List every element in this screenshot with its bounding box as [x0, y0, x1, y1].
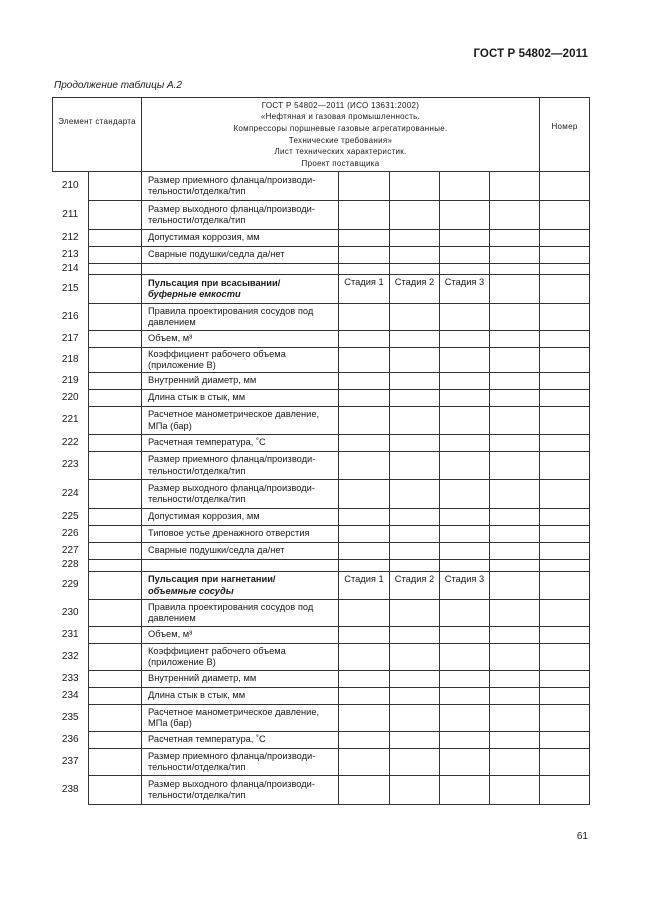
element-cell — [89, 407, 142, 435]
value-cell — [540, 172, 590, 201]
row-number: 237 — [61, 755, 79, 767]
stage-header: Стадия 1 — [339, 275, 390, 304]
value-cell — [440, 452, 490, 480]
element-cell — [89, 644, 142, 671]
value-cell — [490, 304, 540, 331]
value-cell — [390, 671, 440, 688]
element-cell — [89, 172, 142, 201]
stage-header: Стадия 3 — [440, 275, 490, 304]
value-cell — [440, 509, 490, 526]
row-number: 210 — [61, 180, 79, 191]
title-line: Лист технических характеристик. — [274, 147, 407, 157]
row-number: 215 — [61, 282, 79, 294]
row-description: Размер приемного фланца/производи-тельности/отделка/тип — [142, 749, 339, 776]
row-description — [142, 572, 339, 600]
element-cell — [89, 331, 142, 348]
row-number: 214 — [61, 262, 79, 274]
element-cell — [89, 480, 142, 509]
table-row — [53, 373, 590, 390]
row-number: 230 — [61, 606, 79, 618]
title-line: «Нефтяная и газовая промышленность. — [260, 112, 421, 122]
value-cell — [339, 390, 390, 407]
value-cell — [540, 671, 590, 688]
section-subtitle: буферные емкости — [148, 289, 241, 299]
value-cell — [440, 671, 490, 688]
value-cell — [440, 644, 490, 671]
table-row — [53, 509, 590, 526]
title-line: ГОСТ Р 54802—2011 (ИСО 13631:2002) — [261, 100, 420, 110]
value-cell — [390, 543, 440, 560]
value-cell — [540, 732, 590, 749]
row-description: Объем, м³ — [142, 627, 339, 644]
value-cell — [540, 435, 590, 452]
value-cell — [540, 452, 590, 480]
table-row — [53, 600, 590, 627]
value-cell — [540, 776, 590, 805]
value-cell — [440, 526, 490, 543]
value-cell — [339, 264, 390, 275]
value-cell — [540, 543, 590, 560]
row-description: Длина стык в стык, мм — [142, 390, 339, 407]
row-number: 223 — [61, 459, 79, 471]
stage-header: Стадия 3 — [440, 572, 490, 600]
row-description — [142, 275, 339, 304]
row-description: Сварные подушки/седла да/нет — [142, 247, 339, 264]
value-cell — [540, 480, 590, 509]
value-cell — [339, 331, 390, 348]
value-cell — [490, 275, 540, 304]
table-body — [53, 98, 590, 805]
value-cell — [339, 644, 390, 671]
value-cell — [440, 688, 490, 705]
row-description: Сварные подушки/седла да/нет — [142, 543, 339, 560]
value-cell — [540, 373, 590, 390]
table-row — [53, 688, 590, 705]
value-cell — [390, 732, 440, 749]
value-cell — [490, 732, 540, 749]
value-cell — [339, 304, 390, 331]
row-description: Правила проектирования сосудов под давлением — [142, 600, 339, 627]
value-cell — [339, 509, 390, 526]
table-title-header — [142, 98, 540, 172]
row-number: 228 — [61, 559, 79, 571]
value-cell — [540, 264, 590, 275]
element-cell — [89, 348, 142, 373]
value-cell — [390, 373, 440, 390]
value-cell — [490, 331, 540, 348]
row-number: 224 — [61, 487, 79, 499]
value-cell — [440, 172, 490, 201]
row-number: 226 — [61, 527, 79, 539]
table-row — [53, 348, 590, 373]
number-header-label: Номер — [551, 122, 578, 131]
value-cell — [390, 304, 440, 331]
value-cell — [490, 644, 540, 671]
value-cell — [440, 480, 490, 509]
value-cell — [339, 560, 390, 572]
title-line: Проект поставщика — [301, 158, 380, 168]
value-cell — [339, 705, 390, 732]
value-cell — [490, 452, 540, 480]
value-cell — [390, 230, 440, 247]
element-cell — [89, 776, 142, 805]
value-cell — [339, 671, 390, 688]
value-cell — [540, 572, 590, 600]
specification-table — [52, 97, 590, 805]
table-row — [53, 304, 590, 331]
table-row — [53, 275, 590, 304]
value-cell — [390, 264, 440, 275]
table-row — [53, 776, 590, 805]
value-cell — [490, 688, 540, 705]
value-cell — [540, 705, 590, 732]
table-row — [53, 407, 590, 435]
value-cell — [440, 247, 490, 264]
table-row — [53, 452, 590, 480]
value-cell — [390, 560, 440, 572]
table-row — [53, 749, 590, 776]
value-cell — [440, 732, 490, 749]
section-title: Пульсация при нагнетании/ — [148, 574, 276, 585]
value-cell — [339, 627, 390, 644]
table-row — [53, 230, 590, 247]
element-cell — [89, 373, 142, 390]
value-cell — [440, 705, 490, 732]
row-description: Правила проектирования сосудов под давлением — [142, 304, 339, 331]
element-cell — [89, 230, 142, 247]
value-cell — [339, 480, 390, 509]
element-cell — [89, 560, 142, 572]
row-description: Длина стык в стык, мм — [142, 688, 339, 705]
table-row — [53, 572, 590, 600]
value-cell — [339, 247, 390, 264]
value-cell — [490, 435, 540, 452]
row-number: 212 — [61, 231, 79, 243]
value-cell — [339, 749, 390, 776]
document-code: ГОСТ Р 54802—2011 — [473, 48, 588, 60]
table-row — [53, 201, 590, 230]
value-cell — [440, 600, 490, 627]
value-cell — [490, 572, 540, 600]
table-row — [53, 705, 590, 732]
table-row — [53, 331, 590, 348]
value-cell — [339, 526, 390, 543]
value-cell — [339, 407, 390, 435]
value-cell — [390, 526, 440, 543]
element-cell — [89, 671, 142, 688]
value-cell — [390, 201, 440, 230]
value-cell — [490, 543, 540, 560]
value-cell — [490, 560, 540, 572]
element-cell — [89, 247, 142, 264]
value-cell — [390, 172, 440, 201]
value-cell — [490, 705, 540, 732]
table-row — [53, 390, 590, 407]
element-cell — [89, 600, 142, 627]
value-cell — [440, 435, 490, 452]
value-cell — [440, 304, 490, 331]
row-description: Размер выходного фланца/производи-тельности/отделка/тип — [142, 201, 339, 230]
table-row — [53, 435, 590, 452]
element-cell — [89, 543, 142, 560]
row-number: 221 — [61, 414, 79, 426]
value-cell — [490, 480, 540, 509]
value-cell — [490, 526, 540, 543]
value-cell — [440, 331, 490, 348]
element-cell — [89, 264, 142, 275]
value-cell — [490, 776, 540, 805]
value-cell — [390, 776, 440, 805]
element-cell — [89, 627, 142, 644]
row-description — [142, 560, 339, 572]
title-line: Компрессоры поршневые газовые агрегатированные. — [233, 123, 448, 133]
value-cell — [339, 348, 390, 373]
row-number: 235 — [61, 711, 79, 723]
value-cell — [490, 407, 540, 435]
value-cell — [490, 509, 540, 526]
value-cell — [339, 776, 390, 805]
value-cell — [339, 543, 390, 560]
row-description: Допустимая коррозия, мм — [142, 509, 339, 526]
row-description: Размер выходного фланца/производи-тельности/отделка/тип — [142, 776, 339, 805]
table-row — [53, 732, 590, 749]
value-cell — [540, 526, 590, 543]
value-cell — [490, 230, 540, 247]
value-cell — [540, 275, 590, 304]
value-cell — [339, 435, 390, 452]
value-cell — [440, 776, 490, 805]
value-cell — [440, 407, 490, 435]
value-cell — [440, 264, 490, 275]
element-cell — [89, 275, 142, 304]
table-row — [53, 264, 590, 275]
value-cell — [490, 749, 540, 776]
value-cell — [440, 201, 490, 230]
value-cell — [490, 600, 540, 627]
row-number: 234 — [61, 689, 79, 701]
row-number: 220 — [61, 391, 79, 403]
value-cell — [390, 247, 440, 264]
table-continuation-caption: Продолжение таблицы А.2 — [54, 80, 182, 91]
value-cell — [390, 407, 440, 435]
element-cell — [89, 688, 142, 705]
value-cell — [440, 560, 490, 572]
value-cell — [490, 671, 540, 688]
row-description: Расчетное манометрическое давление, МПа (бар) — [142, 705, 339, 732]
value-cell — [490, 247, 540, 264]
value-cell — [390, 644, 440, 671]
value-cell — [339, 373, 390, 390]
element-header — [53, 98, 142, 172]
row-number: 238 — [61, 783, 79, 795]
element-cell — [89, 509, 142, 526]
row-number: 211 — [62, 208, 79, 220]
value-cell — [490, 172, 540, 201]
value-cell — [540, 331, 590, 348]
value-cell — [390, 390, 440, 407]
element-cell — [89, 749, 142, 776]
title-line: Технические требования» — [288, 135, 393, 145]
value-cell — [390, 600, 440, 627]
table-row — [53, 644, 590, 671]
value-cell — [540, 749, 590, 776]
number-header — [540, 98, 590, 172]
value-cell — [390, 435, 440, 452]
value-cell — [490, 348, 540, 373]
row-description: Коэффициент рабочего объема (приложение В) — [142, 348, 339, 373]
value-cell — [490, 627, 540, 644]
row-number: 227 — [61, 544, 79, 556]
table-row — [53, 526, 590, 543]
value-cell — [490, 373, 540, 390]
row-description — [142, 264, 339, 275]
value-cell — [390, 331, 440, 348]
value-cell — [440, 373, 490, 390]
element-cell — [89, 526, 142, 543]
element-header-label: Элемент стандарта — [58, 117, 136, 126]
table-row — [53, 172, 590, 201]
table-row — [53, 543, 590, 560]
value-cell — [390, 480, 440, 509]
row-number: 213 — [61, 248, 79, 260]
row-description: Расчетное манометрическое давление, МПа (бар) — [142, 407, 339, 435]
row-description: Внутренний диаметр, мм — [142, 671, 339, 688]
row-number: 218 — [61, 353, 79, 365]
value-cell — [540, 509, 590, 526]
table-row — [53, 627, 590, 644]
table-header-row — [53, 98, 590, 172]
value-cell — [440, 543, 490, 560]
value-cell — [390, 705, 440, 732]
section-title: Пульсация при всасывании/ — [148, 277, 281, 288]
row-number: 232 — [61, 650, 79, 662]
element-cell — [89, 452, 142, 480]
row-number: 216 — [61, 310, 79, 322]
element-cell — [89, 572, 142, 600]
value-cell — [540, 407, 590, 435]
row-number: 222 — [61, 436, 79, 448]
value-cell — [390, 348, 440, 373]
value-cell — [540, 201, 590, 230]
table-row — [53, 247, 590, 264]
row-number: 219 — [61, 374, 79, 386]
table-row — [53, 560, 590, 572]
value-cell — [440, 390, 490, 407]
value-cell — [540, 230, 590, 247]
row-number: 236 — [61, 733, 79, 745]
value-cell — [339, 172, 390, 201]
element-cell — [89, 304, 142, 331]
value-cell — [390, 509, 440, 526]
page-number: 61 — [576, 831, 588, 842]
table-row — [53, 671, 590, 688]
value-cell — [339, 230, 390, 247]
stage-header: Стадия 2 — [390, 275, 440, 304]
value-cell — [540, 644, 590, 671]
value-cell — [540, 688, 590, 705]
row-description: Размер приемного фланца/производи-тельности/отделка/тип — [142, 172, 339, 201]
stage-header: Стадия 2 — [390, 572, 440, 600]
row-description: Размер выходного фланца/производи-тельности/отделка/тип — [142, 480, 339, 509]
row-number: 225 — [61, 510, 79, 522]
value-cell — [390, 688, 440, 705]
element-cell — [89, 435, 142, 452]
row-description: Размер приемного фланца/производи-тельности/отделка/тип — [142, 452, 339, 480]
value-cell — [540, 560, 590, 572]
section-subtitle: объемные сосуды — [148, 585, 234, 596]
row-description: Внутренний диаметр, мм — [142, 373, 339, 390]
value-cell — [339, 688, 390, 705]
value-cell — [390, 749, 440, 776]
element-cell — [89, 732, 142, 749]
value-cell — [339, 732, 390, 749]
value-cell — [390, 627, 440, 644]
row-description: Допустимая коррозия, мм — [142, 230, 339, 247]
row-description: Расчетная температура, ˚С — [142, 435, 339, 452]
row-description: Типовое устье дренажного отверстия — [142, 526, 339, 543]
value-cell — [440, 627, 490, 644]
value-cell — [440, 348, 490, 373]
element-cell — [89, 201, 142, 230]
value-cell — [540, 348, 590, 373]
value-cell — [339, 600, 390, 627]
value-cell — [540, 390, 590, 407]
row-number: 233 — [61, 672, 79, 684]
row-number: 217 — [61, 332, 79, 344]
row-description: Коэффициент рабочего объема (приложение В) — [142, 644, 339, 671]
element-cell — [89, 705, 142, 732]
value-cell — [440, 749, 490, 776]
table-row — [53, 480, 590, 509]
value-cell — [440, 230, 490, 247]
row-description: Объем, м³ — [142, 331, 339, 348]
value-cell — [540, 600, 590, 627]
value-cell — [490, 264, 540, 275]
stage-header: Стадия 1 — [339, 572, 390, 600]
value-cell — [339, 452, 390, 480]
row-description: Расчетная температура, ˚С — [142, 732, 339, 749]
value-cell — [390, 452, 440, 480]
value-cell — [490, 390, 540, 407]
value-cell — [540, 627, 590, 644]
row-number: 231 — [61, 628, 79, 640]
value-cell — [490, 201, 540, 230]
value-cell — [540, 304, 590, 331]
value-cell — [540, 247, 590, 264]
row-number: 229 — [61, 579, 79, 591]
value-cell — [339, 201, 390, 230]
element-cell — [89, 390, 142, 407]
